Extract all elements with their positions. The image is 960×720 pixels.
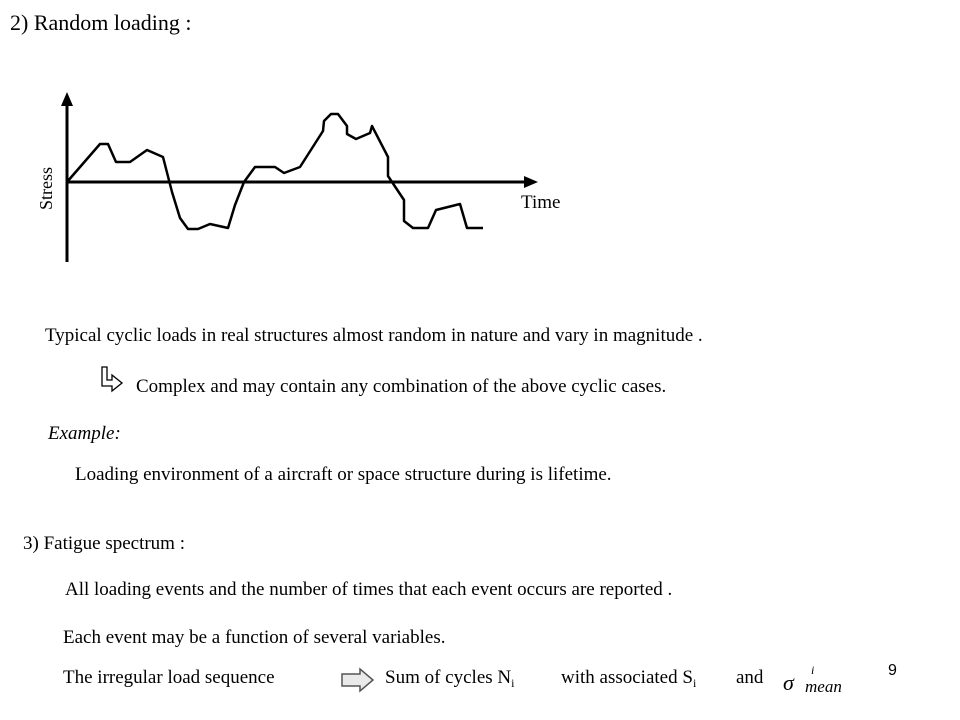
random-loading-description: Typical cyclic loads in real structures almost random in nature and vary in magnitude . (45, 325, 703, 346)
sum-of-cycles-label: Sum of cycles N (385, 667, 512, 688)
sigma-symbol: σ (783, 670, 794, 695)
bullet-text: Complex and may contain any combination of the above cyclic cases. (136, 376, 667, 397)
page-number: 9 (888, 662, 897, 679)
time-axis-arrowhead (524, 176, 538, 188)
fatigue-line-1: All loading events and the number of times that each event occurs are reported . (65, 579, 673, 600)
stress-axis-label: Stress (36, 166, 56, 210)
sigma-mean-formula (783, 665, 853, 697)
associated-s-label: with associated S (561, 667, 693, 688)
stress-axis-arrowhead (61, 92, 73, 106)
section-heading-random-loading: 2) Random loading : (10, 10, 192, 35)
section-heading-fatigue-spectrum: 3) Fatigue spectrum : (23, 533, 185, 554)
associated-s-text (561, 667, 696, 691)
fatigue-line-3-left: The irregular load sequence (63, 667, 275, 688)
fatigue-line-2: Each event may be a function of several variables. (63, 627, 446, 648)
stress-trace (67, 114, 483, 229)
time-axis-label: Time (521, 192, 561, 213)
sum-of-cycles-text (385, 667, 514, 691)
sigma-subscript: mean (805, 677, 842, 696)
sum-of-cycles-subscript: i (511, 676, 515, 690)
sigma-superscript: i (811, 663, 815, 677)
example-label: Example: (48, 423, 121, 444)
example-text: Loading environment of a aircraft or space structure during is lifetime. (75, 464, 612, 485)
associated-s-subscript: i (692, 676, 697, 690)
and-text: and (736, 667, 764, 688)
